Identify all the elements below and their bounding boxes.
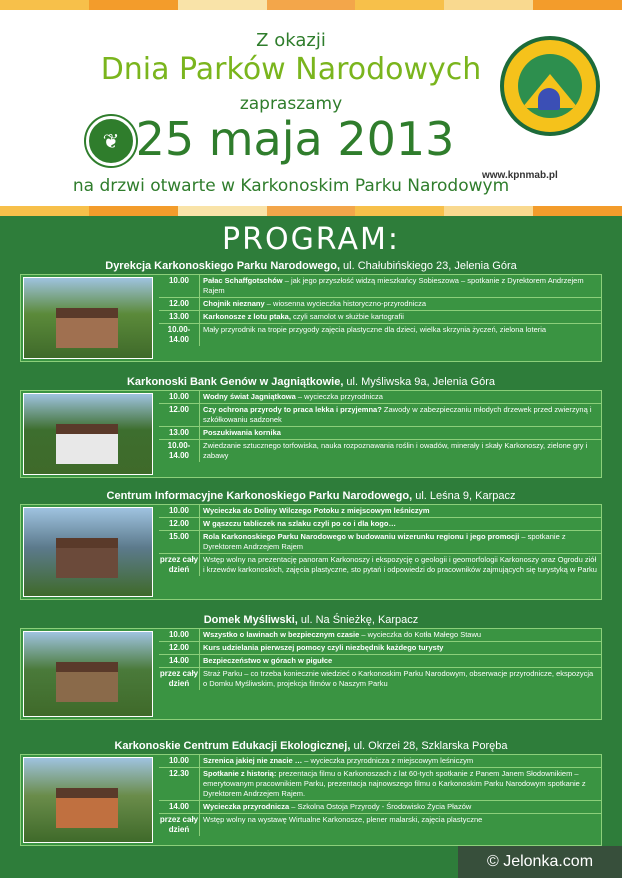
schedule-description <box>199 629 601 641</box>
schedule-row <box>159 531 601 554</box>
event-title: Bezpieczeństwo w górach w pigułce <box>203 656 333 665</box>
schedule-row <box>159 391 601 404</box>
schedule-description <box>199 801 601 813</box>
schedule-time: 14.00 <box>168 802 190 811</box>
section-heading <box>20 258 602 274</box>
venue-photo <box>23 507 153 597</box>
schedule-description <box>199 298 601 310</box>
event-title: Kurs udzielania pierwszej pomocy czyli niezbędnik każdego turysty <box>203 643 444 652</box>
schedule-description <box>199 505 601 517</box>
event-details: czyli samolot w służbie kartografii <box>290 312 404 321</box>
event-title: Czy ochrona przyrody to praca lekka i przyjemna? <box>203 405 382 414</box>
schedule-description <box>199 275 601 297</box>
park-logo <box>500 36 600 136</box>
section-schedule <box>20 754 602 846</box>
event-details: – spotkanie z Dyrektorem Andrzejem Rajem <box>203 532 566 551</box>
program-section <box>20 738 602 846</box>
schedule-time: 10.00 <box>168 630 190 639</box>
event-title: Wycieczka do Doliny Wilczego Potoku z miejscowym leśniczym <box>203 506 430 515</box>
schedule-row <box>159 755 601 768</box>
flower-icon <box>538 88 560 110</box>
event-details: – wycieczka przyrodnicza <box>295 392 383 401</box>
event-details: – wycieczka przyrodnicza z miejscowym leśniczym <box>302 756 474 765</box>
section-address: ul. Okrzei 28, Szklarska Poręba <box>350 740 508 752</box>
schedule-time: 14.00 <box>168 656 190 665</box>
schedule-description <box>199 311 601 323</box>
schedule-row <box>159 668 601 690</box>
header-line-5: na drzwi otwarte w Karkonoskim Parku Narodowym <box>72 176 510 196</box>
section-venue: Karkonoskie Centrum Edukacji Ekologicznej, <box>114 740 351 752</box>
section-address: ul. Chałubińskiego 23, Jelenia Góra <box>340 260 517 272</box>
event-title: Spotkanie z historią: <box>203 769 277 778</box>
schedule-row <box>159 427 601 440</box>
venue-photo <box>23 277 153 359</box>
event-title: Pałac Schaffgotschów <box>203 276 283 285</box>
building-icon <box>56 788 118 828</box>
section-heading <box>20 738 602 754</box>
schedule-time: 10.00- 14.00 <box>167 441 191 460</box>
venue-photo <box>23 757 153 843</box>
schedule-description <box>199 427 601 439</box>
schedule-description <box>199 324 601 346</box>
schedule-description <box>199 768 601 800</box>
schedule-description <box>199 440 601 462</box>
schedule-time: 12.00 <box>168 519 190 528</box>
event-details: – wiosenna wycieczka historyczno-przyrodnicza <box>264 299 427 308</box>
section-venue: Centrum Informacyjne Karkonoskiego Parku Narodowego, <box>106 490 413 502</box>
schedule-row <box>159 324 601 346</box>
bottom-stripes <box>0 206 622 216</box>
watermark: © Jelonka.com <box>458 846 622 878</box>
schedule-row <box>159 275 601 298</box>
poster-header <box>0 0 622 210</box>
european-day-of-parks-logo <box>86 116 136 166</box>
schedule-description <box>199 404 601 426</box>
schedule-time: 12.00 <box>168 405 190 414</box>
building-icon <box>56 538 118 578</box>
schedule-row <box>159 404 601 427</box>
program-section <box>20 612 602 720</box>
schedule-time: 10.00 <box>168 276 190 285</box>
event-title: Wszystko o lawinach w bezpiecznym czasie <box>203 630 360 639</box>
event-date: 25 maja 2013 <box>135 112 455 166</box>
event-title: W gąszczu tabliczek na szlaku czyli po co i dla kogo… <box>203 519 396 528</box>
schedule-time: 10.00 <box>168 392 190 401</box>
section-venue: Dyrekcja Karkonoskiego Parku Narodowego, <box>105 260 340 272</box>
header-line-1: Z okazji <box>256 30 326 51</box>
schedule-row <box>159 298 601 311</box>
section-address: ul. Leśna 9, Karpacz <box>412 490 516 502</box>
schedule-row <box>159 814 601 836</box>
schedule-time: 10.00 <box>168 506 190 515</box>
schedule-description <box>199 518 601 530</box>
schedule-description <box>199 554 601 576</box>
venue-photo <box>23 393 153 475</box>
section-heading <box>20 374 602 390</box>
venue-photo <box>23 631 153 717</box>
schedule-row <box>159 655 601 668</box>
schedule-row <box>159 642 601 655</box>
schedule-time: 10.00- 14.00 <box>167 325 191 344</box>
event-title: Szrenica jakiej nie znacie … <box>203 756 303 765</box>
schedule-row <box>159 518 601 531</box>
schedule-row <box>159 768 601 801</box>
schedule-row <box>159 801 601 814</box>
event-details: Zawody w zabezpieczaniu młodych drzewek przed zwierzyną i szkółkowaniu sadzonek <box>203 405 592 424</box>
event-title: Wycieczka przyrodnicza <box>203 802 290 811</box>
schedule-row <box>159 440 601 462</box>
event-details: Zwiedzanie sztucznego torfowiska, nauka rozpoznawania roślin i owadów, minerały i skały Karkonoszy, zielone gry i zabawy <box>203 441 588 460</box>
event-title: Poszukiwania kornika <box>203 428 281 437</box>
schedule-time: 13.00 <box>168 428 190 437</box>
schedule-description <box>199 642 601 654</box>
schedule-description <box>199 668 601 690</box>
schedule-description <box>199 755 601 767</box>
event-details: – Szkolna Ostoja Przyrody - Środowisko Życia Płazów <box>289 802 472 811</box>
event-title: Karkonosze z lotu ptaka, <box>203 312 291 321</box>
section-schedule <box>20 274 602 362</box>
schedule-time: 10.00 <box>168 756 190 765</box>
event-details: Straż Parku – co trzeba koniecznie wiedzieć o Karkonoskim Parku Narodowym, obserwacje przyrodnicze, ekspozycja o Domku Myśliwskim, projekcja filmów o Naszym Parku <box>203 669 594 688</box>
event-details: Mały przyrodnik na tropie przygody zajęcia plastyczne dla dzieci, wielka skrzynia życzeń, zielona loteria <box>203 325 547 334</box>
building-icon <box>56 424 118 464</box>
building-icon <box>56 308 118 348</box>
schedule-description <box>199 814 601 836</box>
program-title: PROGRAM: <box>222 222 400 257</box>
event-details: prezentacja filmu o Karkonoszach z lat 60-tych spotkanie z Panem Janem Słodownikiem – emerytowanym pracownikiem Parku, prezentacja najnowszego filmu o Karkonoskim Parku Narodowym spotkanie z Dyrektorem Andrzejem Rajem. <box>203 769 586 798</box>
schedule-time: przez cały dzień <box>159 555 199 574</box>
schedule-description <box>199 531 601 553</box>
schedule-time: przez cały dzień <box>159 669 199 688</box>
event-details: – wycieczka do Kotła Małego Stawu <box>359 630 482 639</box>
program-section <box>20 258 602 362</box>
schedule-time: 15.00 <box>168 532 190 541</box>
section-address: ul. Na Śnieżkę, Karpacz <box>297 614 419 626</box>
tree-icon: ❦ <box>102 130 120 153</box>
event-title: Wodny świat Jagniątkowa <box>203 392 296 401</box>
program-section <box>20 374 602 478</box>
website-link[interactable]: www.kpnmab.pl <box>482 170 558 181</box>
schedule-row <box>159 554 601 576</box>
section-schedule <box>20 504 602 600</box>
schedule-time: 12.00 <box>168 299 190 308</box>
top-stripes <box>0 0 622 10</box>
schedule-description <box>199 655 601 667</box>
building-icon <box>56 662 118 702</box>
section-heading <box>20 488 602 504</box>
schedule-time: przez cały dzień <box>159 815 199 834</box>
schedule-row <box>159 311 601 324</box>
section-schedule <box>20 390 602 478</box>
schedule-time: 12.00 <box>168 643 190 652</box>
schedule-row <box>159 505 601 518</box>
schedule-description <box>199 391 601 403</box>
schedule-time: 12.30 <box>168 769 190 778</box>
header-line-3: zapraszamy <box>239 94 343 114</box>
section-heading <box>20 612 602 628</box>
section-venue: Domek Myśliwski, <box>203 614 298 626</box>
header-line-2: Dnia Parków Narodowych <box>100 52 482 87</box>
program-section <box>20 488 602 600</box>
park-logo-emblem <box>518 54 582 118</box>
event-title: Rola Karkonoskiego Parku Narodowego w budowaniu wizerunku regionu i jego promocji <box>203 532 520 541</box>
event-title: Chojnik nieznany <box>203 299 265 308</box>
event-details: Wstęp wolny na wystawę Wirtualne Karkonosze, plener malarski, zajęcia plastyczne <box>203 815 483 824</box>
event-details: Wstęp wolny na prezentację panoram Karkonoszy i ekspozycję o geologii i geomorfologii Karkonoszy oraz Ogrodu ziół i krzewów karkonoskich, zajęcia plastyczne, sto pytań i odpowiedzi do pracowników zajmujących się turystyką w Parku <box>203 555 597 574</box>
section-venue: Karkonoski Bank Genów w Jagniątkowie, <box>126 376 344 388</box>
schedule-time: 13.00 <box>168 312 190 321</box>
section-schedule <box>20 628 602 720</box>
schedule-row <box>159 629 601 642</box>
section-address: ul. Myśliwska 9a, Jelenia Góra <box>343 376 495 388</box>
event-details: – jak jego przyszłość widzą mieszkańcy Sobieszowa – spotkanie z Dyrektorem Andrzejem Rajem <box>203 276 584 295</box>
